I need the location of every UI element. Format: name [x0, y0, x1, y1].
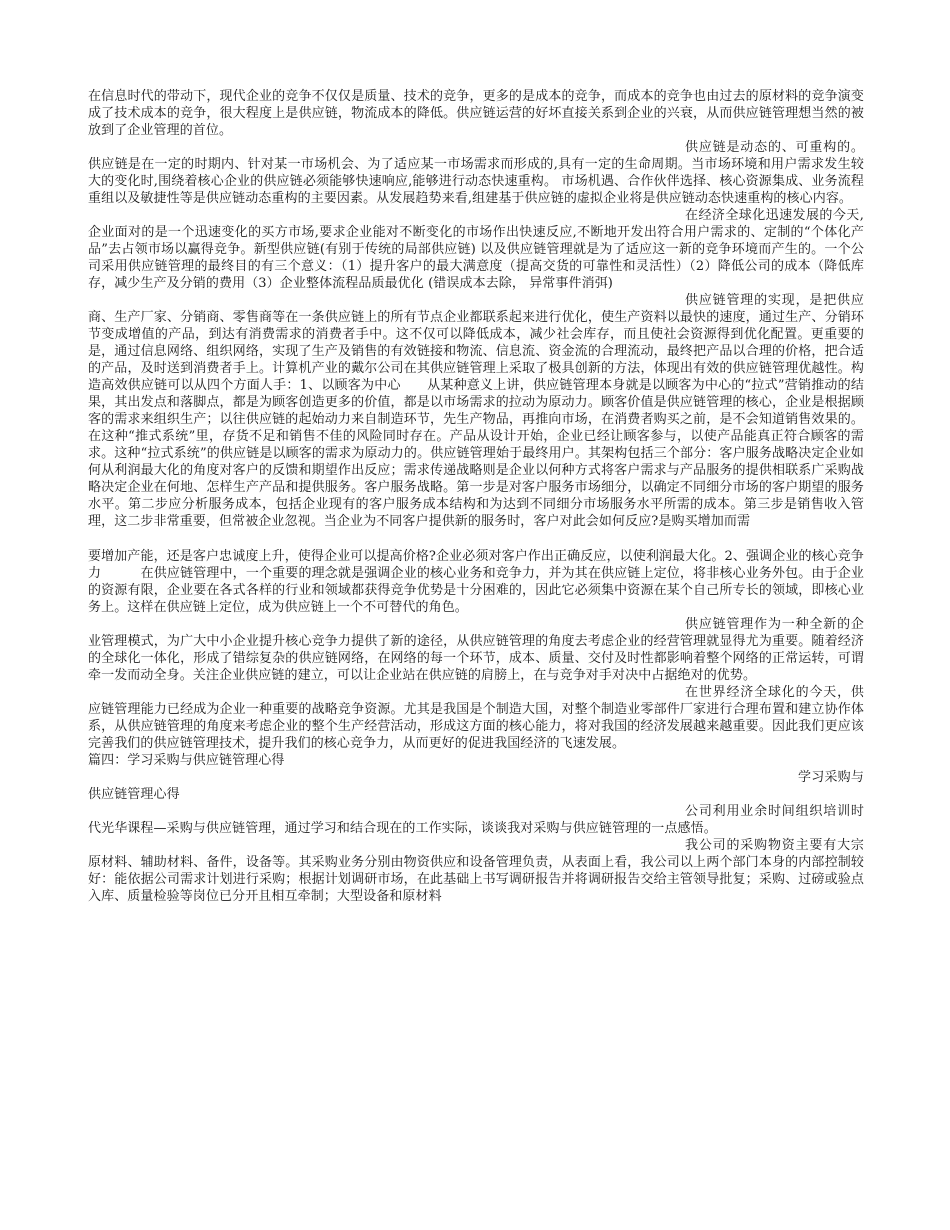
paragraph-procurement-materials: 我公司的采购物资主要有大宗原材料、辅助材料、备件，设备等。其采购业务分别由物资供应和设备管理负责，从表面上看，我公司以上两个部门本身的内部控制较好：能依据公司需求计划进行采购；根据计划调研市场，在此基础上书写调研报告并将调研报告交给主管领导批复；采购、过磅或验点入库、质量检验等岗位已分开且相互牵制；大型设备和原材料	[88, 838, 864, 904]
article-title: 学习采购与供应链管理心得	[88, 770, 864, 802]
paragraph-core-competence: 要增加产能，还是客户忠诚度上升，使得企业可以提高价格?企业必须对客户作出正确反应，以使利润最大化。2、强调企业的核心竞争力 在供应链管理中，一个重要的理念就是强调企业的核心业务和竞争力，并为其在供应链上定位，将非核心业务外包。由于企业的资源有限，企业要在各式各样的行业和领域都获得竞争优势是十分困难的，因此它必须集中资源在某个自己所专长的领域，即核心业务上。这样在供应链上定位，成为供应链上一个不可替代的角色。	[88, 549, 864, 615]
paragraph-world-economy: 在世界经济全球化的今天，供应链管理能力已经成为企业一种重要的战略竞争资源。尤其是我国是个制造大国，对整个制造业零部件厂家进行合理布置和建立协作体系，从供应链管理的角度来考虑企业的整个生产经营活动，形成这方面的核心能力，将对我国的经济发展越来越重要。因此我们更应该完善我们的供应链管理技术，提升我们的核心竞争力，从而更好的促进我国经济的飞速发展。	[88, 685, 864, 751]
page-break-gap	[88, 530, 864, 548]
paragraph-new-management-mode: 供应链管理作为一种全新的企业管理模式，为广大中小企业提升核心竞争力提供了新的途径，从供应链管理的角度去考虑企业的经营管理就显得尤为重要。随着经济的全球化一体化，形成了错综复杂的供应链网络，在网络的每一个环节，成本、质量、交付及时性都影响着整个网络的正常运转，可谓牵一发而动全身。关注企业供应链的建立，可以让企业站在供应链的肩膀上，在与竞争对手对决中占据绝对的优势。	[88, 617, 864, 683]
paragraph-training: 公司利用业余时间组织培训时代光华课程—采购与供应链管理，通过学习和结合现在的工作实际，谈谈我对采购与供应链管理的一点感悟。	[88, 804, 864, 836]
paragraph-implementation: 供应链管理的实现，是把供应商、生产厂家、分销商、零售商等在一条供应链上的所有节点企业都联系起来进行优化，使生产资料以最快的速度，通过生产、分销环节变成增值的产品，到达有消费需求的消费者手中。这不仅可以降低成本，减少社会库存，而且使社会资源得到优化配置。更重要的是，通过信息网络、组织网络，实现了生产及销售的有效链接和物流、信息流、资金流的合理流动，最终把产品以合理的价格，把合适的产品，及时送到消费者手上。计算机产业的戴尔公司在其供应链管理上采取了极具创新的方法，体现出有效的供应链管理优越性。构造高效供应链可以从四个方面人手：1、以顾客为中心 从某种意义上讲，供应链管理本身就是以顾客为中心的“拉式”营销推动的结果，其出发点和落脚点，都是为顾客创造更多的价值，都是以市场需求的拉动为原动力。顾客价值是供应链管理的核心，企业是根据顾客的需求来组织生产；以往供应链的起始动力来自制造环节，先生产物品，再推向市场，在消费者购买之前，是不会知道销售效果的。在这种“推式系统”里，存货不足和销售不佳的风险同时存在。产品从设计开始，企业已经让顾客参与，以使产品能真正符合顾客的需求。这种“拉式系统”的供应链是以顾客的需求为原动力的。供应链管理始于最终用户。其架构包括三个部分：客户服务战略决定企业如何从利润最大化的角度对客户的反馈和期望作出反应；需求传递战略则是企业以何种方式将客户需求与产品服务的提供相联系广采购战略决定企业在何地、怎样生产产品和提供服务。客户服务战略。第一步是对客户服务市场细分，以确定不同细分市场的客户期望的服务水平。第二步应分析服务成本，包括企业现有的客户服务成本结构和为达到不同细分市场服务水平所需的成本。第三步是销售收入管理，这二步非常重要，但常被企业忽视。当企业为不同客户提供新的服务时，客户对此会如何反应?是购买增加而需	[88, 293, 864, 529]
document-page	[88, 88, 864, 905]
section-heading: 篇四：学习采购与供应链管理心得	[88, 753, 285, 768]
paragraph-intro: 在信息时代的带动下，现代企业的竞争不仅仅是质量、技术的竞争，更多的是成本的竞争，而成本的竞争也由过去的原材料的竞争演变成了技术成本的竞争，很大程度上是供应链，物流成本的降低。供应链运营的好坏直接关系到企业的兴衰，从而供应链管理想当然的被放到了企业管理的首位。	[88, 89, 864, 138]
paragraph-dynamic-supply-chain: 供应链是动态的、可重构的。供应链是在一定的时期内、针对某一市场机会、为了适应某一市场需求而形成的,具有一定的生命周期。当市场环境和用户需求发生较大的变化时,围绕着核心企业的供应链必须能够快速响应,能够进行动态快速重构。 市场机遇、合作伙伴选择、核心资源集成、业务流程重组以及敏捷性等是供应链动态重构的主要因素。从发展趋势来看,组建基于供应链的虚拟企业将是供应链动态快速重构的核心内容。	[88, 140, 864, 206]
paragraph-globalization: 在经济全球化迅速发展的今天,企业面对的是一个迅速变化的买方市场,要求企业能对不断变化的市场作出快速反应,不断地开发出符合用户需求的、定制的“个体化产品”去占领市场以赢得竞争。新型供应链(有别于传统的局部供应链) 以及供应链管理就是为了适应这一新的竞争环境而产生的。一个公司采用供应链管理的最终目的有三个意义：（1）提升客户的最大满意度（提高交货的可靠性和灵活性）（2）降低公司的成本（降低库存，减少生产及分销的费用（3）企业整体流程品质最优化 (错误成本去除， 异常事件消弭)	[88, 208, 864, 291]
